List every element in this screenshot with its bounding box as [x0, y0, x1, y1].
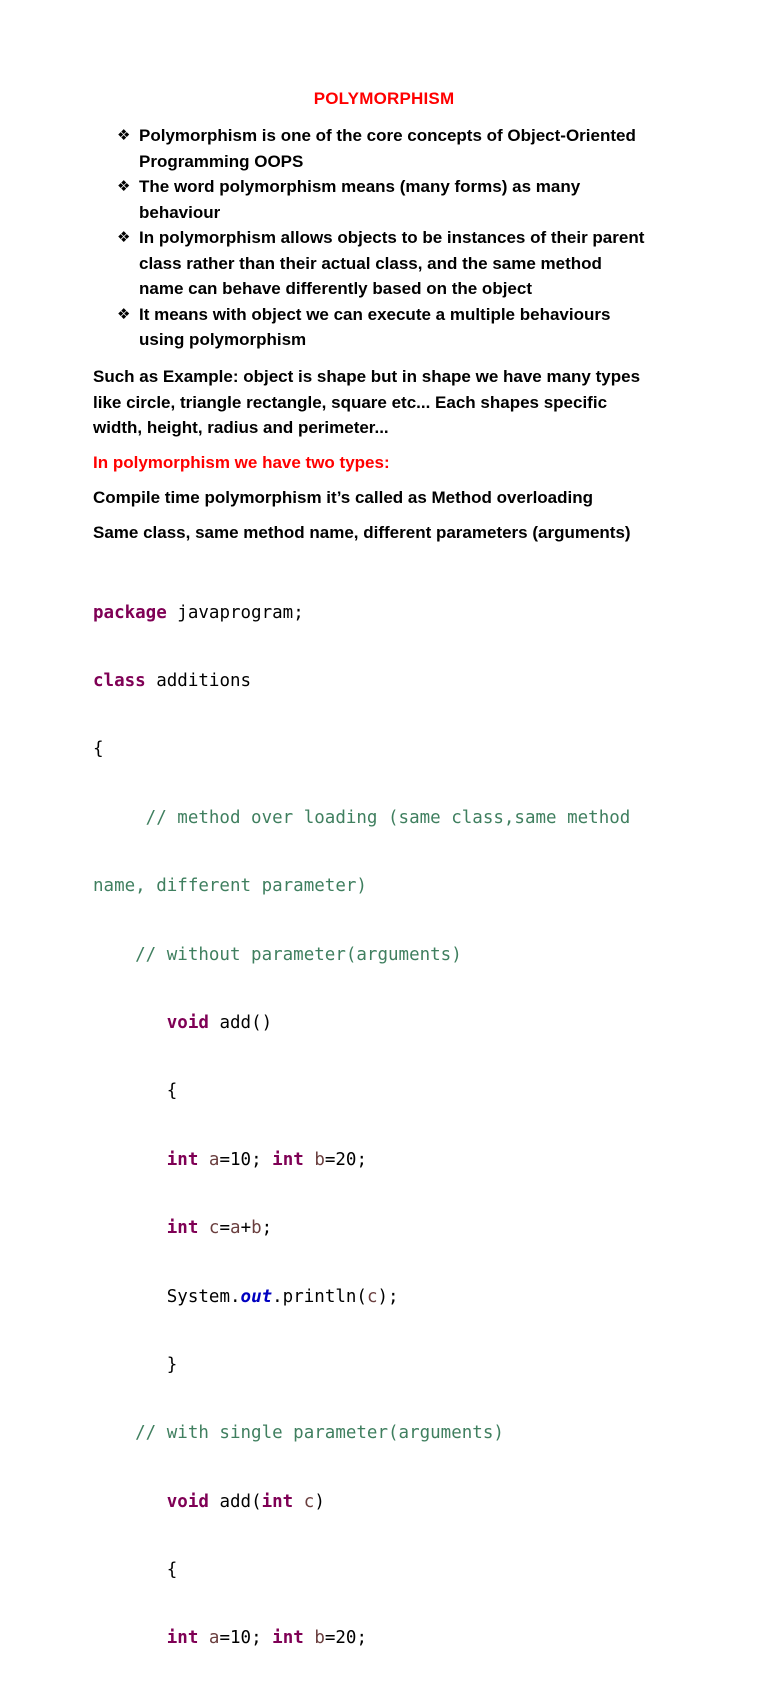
- code-line: {: [93, 1081, 178, 1102]
- code-keyword: package: [93, 602, 167, 623]
- bullet-item: [117, 302, 737, 353]
- code-text: add(): [208, 1012, 273, 1033]
- diamond-bullet-icon: ❖: [117, 178, 131, 195]
- bullet-list: [117, 123, 737, 353]
- code-line: [93, 1012, 733, 1035]
- code-variable: c: [303, 1491, 315, 1512]
- code-line: [93, 1286, 733, 1309]
- bullet-text: Polymorphism is one of the core concepts of Object-Oriented: [139, 126, 636, 145]
- bullet-item: [117, 123, 737, 174]
- code-text: );: [377, 1286, 399, 1307]
- code-line: [93, 670, 733, 693]
- code-line: }: [93, 1354, 178, 1375]
- code-text: additions: [145, 670, 252, 691]
- code-variable: a: [208, 1628, 220, 1649]
- bullet-text: behaviour: [139, 202, 221, 222]
- code-comment: // with single parameter(arguments): [93, 1423, 504, 1444]
- diamond-bullet-icon: ❖: [117, 229, 131, 246]
- code-line: [93, 1217, 733, 1240]
- code-keyword: class: [93, 670, 146, 691]
- bullet-text: class rather than their actual class, and the same method: [139, 253, 602, 273]
- code-text: =10;: [219, 1628, 273, 1649]
- code-variable: a: [230, 1218, 241, 1239]
- code-comment: name, different parameter): [93, 876, 367, 897]
- code-line: [93, 1627, 733, 1650]
- code-text: add(: [208, 1491, 262, 1512]
- bullet-text: In polymorphism allows objects to be instances of their parent: [139, 228, 645, 247]
- code-line: [93, 1491, 733, 1514]
- code-variable: b: [314, 1149, 325, 1170]
- code-variable: c: [366, 1286, 378, 1307]
- same-class-paragraph: Same class, same method name, different parameters (arguments): [93, 523, 631, 542]
- code-keyword: int: [272, 1149, 304, 1170]
- code-block: [93, 556, 733, 1696]
- bullet-text: using polymorphism: [139, 330, 307, 349]
- code-text: =: [219, 1218, 231, 1239]
- code-line: {: [93, 1560, 178, 1581]
- code-text: +: [240, 1218, 252, 1239]
- code-variable: a: [208, 1149, 220, 1170]
- code-text: =20;: [324, 1149, 368, 1170]
- types-heading: In polymorphism we have two types:: [93, 453, 390, 472]
- code-text: javaprogram;: [166, 602, 304, 623]
- code-text: ): [314, 1491, 325, 1512]
- diamond-bullet-icon: ❖: [117, 127, 131, 144]
- code-line: [93, 1149, 733, 1172]
- diamond-bullet-icon: ❖: [117, 305, 131, 323]
- code-variable: c: [208, 1218, 220, 1239]
- bullet-text: It means with object we can execute a multiple behaviours: [139, 304, 611, 324]
- code-comment: // method over loading (same class,same method: [93, 807, 631, 828]
- compile-time-paragraph: Compile time polymorphism it’s called as Method overloading: [93, 488, 594, 507]
- code-static-field: out: [240, 1286, 273, 1307]
- bullet-text: name can behave differently based on the object: [139, 279, 532, 298]
- code-text: ;: [261, 1218, 273, 1239]
- code-keyword: int: [261, 1491, 294, 1512]
- code-keyword: void: [166, 1491, 209, 1512]
- code-comment: // without parameter(arguments): [93, 944, 462, 965]
- bullet-item: [117, 225, 737, 302]
- code-text: .println(: [272, 1286, 367, 1307]
- code-text: System.: [166, 1286, 241, 1307]
- code-line: [93, 602, 733, 625]
- code-keyword: int: [166, 1149, 199, 1170]
- page-title: POLYMORPHISM: [313, 89, 455, 108]
- bullet-text: Programming OOPS: [139, 151, 304, 171]
- example-line: Such as Example: object is shape but in shape we have many types: [93, 367, 641, 386]
- code-variable: b: [314, 1628, 325, 1649]
- code-keyword: int: [166, 1628, 199, 1649]
- code-line: {: [93, 739, 104, 760]
- code-text: =10;: [219, 1149, 273, 1170]
- code-keyword: void: [166, 1012, 209, 1033]
- code-text: =20;: [324, 1628, 368, 1649]
- bullet-text: The word polymorphism means (many forms) as many: [139, 177, 581, 196]
- example-line: like circle, triangle rectangle, square etc... Each shapes specific: [93, 392, 608, 412]
- code-variable: b: [251, 1218, 262, 1239]
- bullet-item: [117, 174, 737, 225]
- code-keyword: int: [272, 1628, 304, 1649]
- code-keyword: int: [166, 1218, 199, 1239]
- code-indent: [93, 1013, 167, 1033]
- example-paragraph: [93, 364, 733, 441]
- example-line: width, height, radius and perimeter...: [93, 418, 389, 437]
